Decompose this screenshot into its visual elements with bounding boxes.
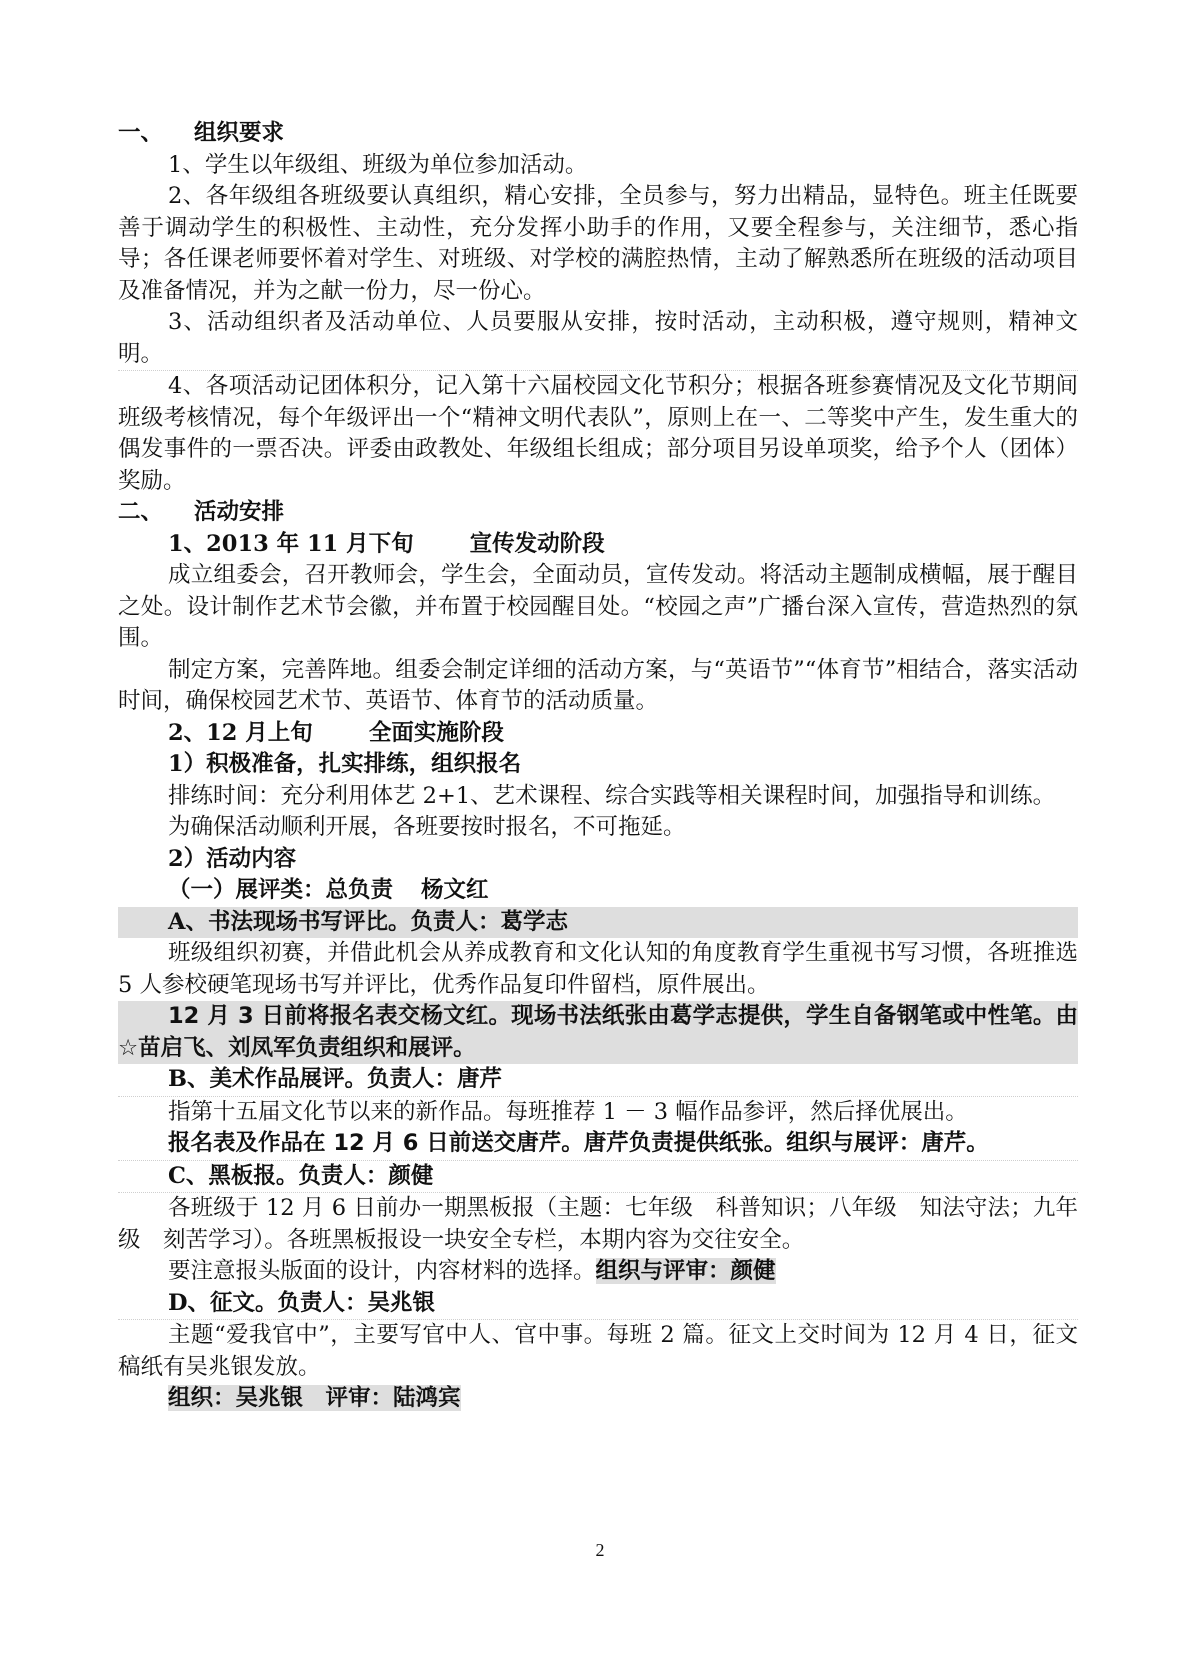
item-note: 报名表及作品在 12 月 6 日前送交唐芹。唐芹负责提供纸张。组织与展评：唐芹。 [118, 1128, 1078, 1161]
stage-heading [118, 529, 1078, 561]
section-heading-1 [118, 118, 1078, 150]
sub-heading: 1）积极准备，扎实排练，组织报名 [168, 751, 522, 777]
item-heading-d: D、征文。负责人：吴兆银 [118, 1288, 1078, 1321]
section-title: 组织要求 [194, 120, 285, 146]
stage-name: 全面实施阶段 [368, 719, 504, 746]
item-note: 12 月 3 日前将报名表交杨文红。现场书法纸张由葛学志提供，学生自备钢笔或中性笔。由☆苗启飞、刘凤军负责组织和展评。 [118, 1001, 1078, 1064]
stage-heading [118, 718, 1078, 750]
sub-heading: 2）活动内容 [168, 845, 297, 872]
paragraph: 排练时间：充分利用体艺 2+1、艺术课程、综合实践等相关课程时间，加强指导和训练。 [168, 782, 1056, 809]
paragraph: 成立组委会，召开教师会，学生会，全面动员，宣传发动。将活动主题制成横幅，展于醒目之处。设计制作艺术节会徽，并布置于校园醒目处。“校园之声”广播台深入宣传，营造热烈的氛围。 [118, 562, 1078, 651]
paragraph: 4、各项活动记团体积分，记入第十六届校园文化节积分；根据各班参赛情况及文化节期间班级考核情况，每个年级评出一个“精神文明代表队”，原则上在一、二等奖中产生，发生重大的偶发事件的一票否决。评委由政教处、年级组长组成；部分项目另设单项奖，给予个人（团体）奖励。 [118, 373, 1078, 494]
paragraph: 各班级于 12 月 6 日前办一期黑板报（主题：七年级 科普知识；八年级 知法守法；九年级 刻苦学习）。各班黑板报设一块安全专栏，本期内容为交往安全。 [118, 1195, 1078, 1253]
document-page [118, 118, 1078, 1415]
section-title: 活动安排 [194, 499, 285, 525]
item-heading-c: C、黑板报。负责人：颜健 [118, 1161, 1078, 1194]
stage-date: 1、2013 年 11 月下旬 [168, 530, 414, 557]
section-heading-2 [118, 497, 1078, 529]
stage-date: 2、12 月上旬 [168, 719, 313, 746]
item-heading-a: A、书法现场书写评比。负责人：葛学志 [118, 907, 1078, 939]
page-number: 2 [595, 1540, 605, 1560]
paragraph: 主题“爱我官中”，主要写官中人、官中事。每班 2 篇。征文上交时间为 12 月 4 日，征文稿纸有吴兆银发放。 [118, 1322, 1078, 1380]
paragraph: 3、活动组织者及活动单位、人员要服从安排，按时活动，主动积极，遵守规则，精神文明。 [118, 307, 1078, 371]
section-number: 二、 [118, 499, 164, 525]
paragraph [118, 1256, 1078, 1288]
paragraph: 1、学生以年级组、班级为单位参加活动。 [168, 151, 588, 178]
paragraph: 制定方案，完善阵地。组委会制定详细的活动方案，与“英语节”“体育节”相结合，落实活动时间，确保校园艺术节、英语节、体育节的活动质量。 [118, 656, 1078, 714]
category-person: 杨文红 [421, 877, 489, 903]
category-heading [118, 875, 1078, 907]
section-number: 一、 [118, 120, 164, 146]
stage-name: 宣传发动阶段 [469, 530, 605, 557]
item-note: 组织与评审：颜健 [595, 1258, 776, 1284]
item-note: 组织：吴兆银 评审：陆鸿宾 [168, 1385, 461, 1411]
item-heading-b: B、美术作品展评。负责人：唐芹 [118, 1064, 1078, 1097]
paragraph: 指第十五届文化节以来的新作品。每班推荐 1 － 3 幅作品参评，然后择优展出。 [168, 1098, 968, 1125]
item-note-line [118, 1383, 1078, 1415]
paragraph-text: 要注意报头版面的设计，内容材料的选择。 [168, 1258, 596, 1284]
paragraph: 2、各年级组各班级要认真组织，精心安排，全员参与，努力出精品，显特色。班主任既要善于调动学生的积极性、主动性，充分发挥小助手的作用，又要全程参与，关注细节，悉心指导；各任课老师要怀着对学生、对班级、对学校的满腔热情，主动了解熟悉所在班级的活动项目及准备情况，并为之献一份力，尽一份心。 [118, 183, 1078, 304]
paragraph: 为确保活动顺利开展，各班要按时报名，不可拖延。 [168, 814, 686, 840]
category-label: （一）展评类：总负责 [168, 877, 394, 903]
paragraph: 班级组织初赛，并借此机会从养成教育和文化认知的角度教育学生重视书写习惯，各班推选 5 人参校硬笔现场书写并评比，优秀作品复印件留档，原件展出。 [118, 940, 1078, 998]
